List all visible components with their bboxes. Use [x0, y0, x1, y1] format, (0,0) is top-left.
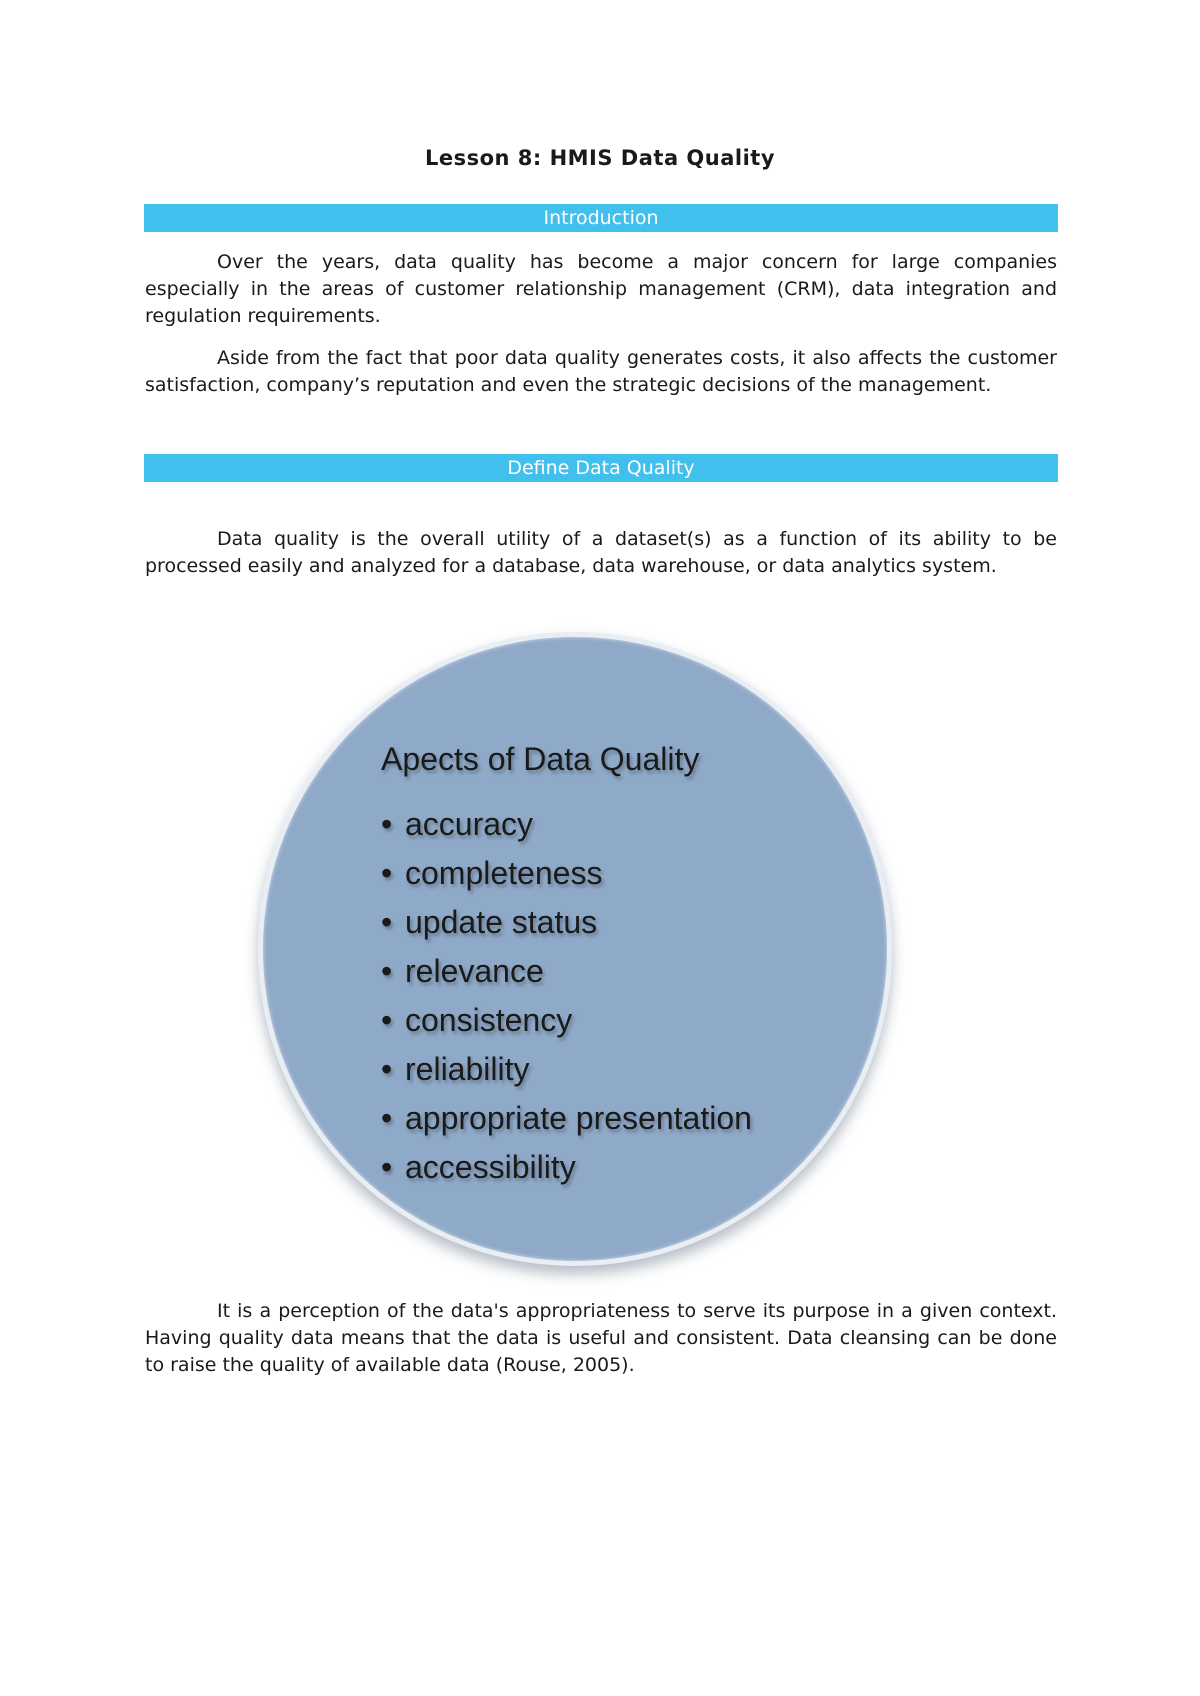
bullet-icon: • [381, 953, 393, 989]
aspects-list [381, 800, 752, 1192]
intro-paragraph-1: Over the years, data quality has become a major concern for large companies especially in the areas of customer relationship management (CRM), data integration and regulation requirements. [145, 251, 1057, 327]
section-heading-introduction: Introduction [144, 204, 1058, 232]
bullet-icon: • [381, 855, 393, 891]
aspect-item: • appropriate presentation [381, 1094, 752, 1143]
bullet-icon: • [381, 904, 393, 940]
aspects-diagram [250, 624, 900, 1274]
bullet-icon: • [381, 806, 393, 842]
aspect-item: • accuracy [381, 800, 752, 849]
section-heading-define-data-quality: Define Data Quality [144, 454, 1058, 482]
intro-paragraph-2: Aside from the fact that poor data quality generates costs, it also affects the customer satisfaction, company’s reputation and even the strategic decisions of the management. [145, 347, 1057, 396]
aspect-item: • completeness [381, 849, 752, 898]
bullet-icon: • [381, 1051, 393, 1087]
aspect-item: • relevance [381, 947, 752, 996]
aspect-item: • accessibility [381, 1143, 752, 1192]
page-title: Lesson 8: HMIS Data Quality [424, 146, 776, 170]
define-paragraph-2: It is a perception of the data's appropriateness to serve its purpose in a given context. Having quality data means that the data is useful and consistent. Data cleansing can be done to raise the quality of available data (Rouse, 2005). [145, 1300, 1057, 1376]
aspect-item: • consistency [381, 996, 752, 1045]
bullet-icon: • [381, 1149, 393, 1185]
aspect-item: • update status [381, 898, 752, 947]
define-paragraph-1: Data quality is the overall utility of a dataset(s) as a function of its ability to be processed easily and analyzed for a database, data warehouse, or data analytics system. [145, 528, 1057, 577]
aspects-title: Apects of Data Quality [381, 741, 700, 777]
aspect-item: • reliability [381, 1045, 752, 1094]
bullet-icon: • [381, 1100, 393, 1136]
bullet-icon: • [381, 1002, 393, 1038]
aspects-circle [258, 632, 892, 1266]
